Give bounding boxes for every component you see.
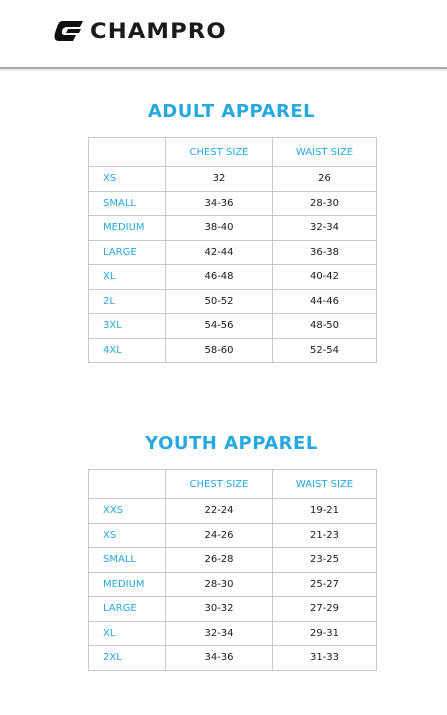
size-label-cell: XL — [89, 621, 166, 646]
brand-name: CHAMPRO — [90, 18, 227, 43]
size-column-header — [89, 470, 166, 499]
size-label-cell: MEDIUM — [89, 216, 166, 241]
youth-table-body — [89, 499, 377, 671]
waist-size-cell: 28-30 — [273, 191, 377, 216]
chest-size-cell: 42-44 — [166, 240, 273, 265]
waist-size-cell: 31-33 — [273, 646, 377, 671]
table-row — [89, 314, 377, 339]
size-column-header — [89, 138, 166, 167]
waist-size-cell: 21-23 — [273, 523, 377, 548]
size-label-cell: MEDIUM — [89, 572, 166, 597]
waist-size-cell: 26 — [273, 167, 377, 192]
table-header-row — [89, 470, 377, 499]
table-row — [89, 499, 377, 524]
size-label-cell: 4XL — [89, 338, 166, 363]
table-row — [89, 338, 377, 363]
header-bar — [0, 0, 447, 69]
chest-size-cell: 28-30 — [166, 572, 273, 597]
adult-table-body — [89, 167, 377, 363]
chest-size-cell: 30-32 — [166, 597, 273, 622]
chest-size-cell: 26-28 — [166, 548, 273, 573]
table-row — [89, 646, 377, 671]
waist-size-cell: 19-21 — [273, 499, 377, 524]
chest-size-cell: 34-36 — [166, 191, 273, 216]
waist-size-cell: 36-38 — [273, 240, 377, 265]
table-row — [89, 572, 377, 597]
size-label-cell: LARGE — [89, 597, 166, 622]
size-label-cell: 2L — [89, 289, 166, 314]
table-header-row — [89, 138, 377, 167]
waist-size-header: WAIST SIZE — [273, 470, 377, 499]
chest-size-cell: 38-40 — [166, 216, 273, 241]
youth-size-table — [88, 469, 377, 671]
table-row — [89, 548, 377, 573]
waist-size-header: WAIST SIZE — [273, 138, 377, 167]
size-label-cell: 3XL — [89, 314, 166, 339]
table-row — [89, 523, 377, 548]
chest-size-cell: 54-56 — [166, 314, 273, 339]
chest-size-cell: 46-48 — [166, 265, 273, 290]
adult-apparel-title: ADULT APPAREL — [147, 101, 316, 122]
waist-size-cell: 48-50 — [273, 314, 377, 339]
table-row — [89, 265, 377, 290]
size-label-cell: XL — [89, 265, 166, 290]
size-label-cell: SMALL — [89, 548, 166, 573]
chest-size-cell: 32 — [166, 167, 273, 192]
size-label-cell: 2XL — [89, 646, 166, 671]
waist-size-cell: 52-54 — [273, 338, 377, 363]
size-label-cell: XXS — [89, 499, 166, 524]
size-label-cell: SMALL — [89, 191, 166, 216]
table-row — [89, 167, 377, 192]
waist-size-cell: 44-46 — [273, 289, 377, 314]
chest-size-cell: 22-24 — [166, 499, 273, 524]
table-row — [89, 191, 377, 216]
size-label-cell: XS — [89, 523, 166, 548]
waist-size-cell: 32-34 — [273, 216, 377, 241]
waist-size-cell: 40-42 — [273, 265, 377, 290]
champro-c-logo-icon — [54, 19, 84, 43]
table-row — [89, 289, 377, 314]
chest-size-cell: 34-36 — [166, 646, 273, 671]
table-row — [89, 621, 377, 646]
chest-size-cell: 24-26 — [166, 523, 273, 548]
size-label-cell: LARGE — [89, 240, 166, 265]
waist-size-cell: 27-29 — [273, 597, 377, 622]
waist-size-cell: 25-27 — [273, 572, 377, 597]
chest-size-header: CHEST SIZE — [166, 470, 273, 499]
table-row — [89, 216, 377, 241]
chest-size-header: CHEST SIZE — [166, 138, 273, 167]
brand-logo[interactable] — [54, 18, 227, 44]
waist-size-cell: 23-25 — [273, 548, 377, 573]
size-label-cell: XS — [89, 167, 166, 192]
table-row — [89, 240, 377, 265]
table-row — [89, 597, 377, 622]
youth-apparel-title: YOUTH APPAREL — [145, 433, 318, 454]
chest-size-cell: 58-60 — [166, 338, 273, 363]
adult-size-table — [88, 137, 377, 363]
chest-size-cell: 32-34 — [166, 621, 273, 646]
waist-size-cell: 29-31 — [273, 621, 377, 646]
chest-size-cell: 50-52 — [166, 289, 273, 314]
